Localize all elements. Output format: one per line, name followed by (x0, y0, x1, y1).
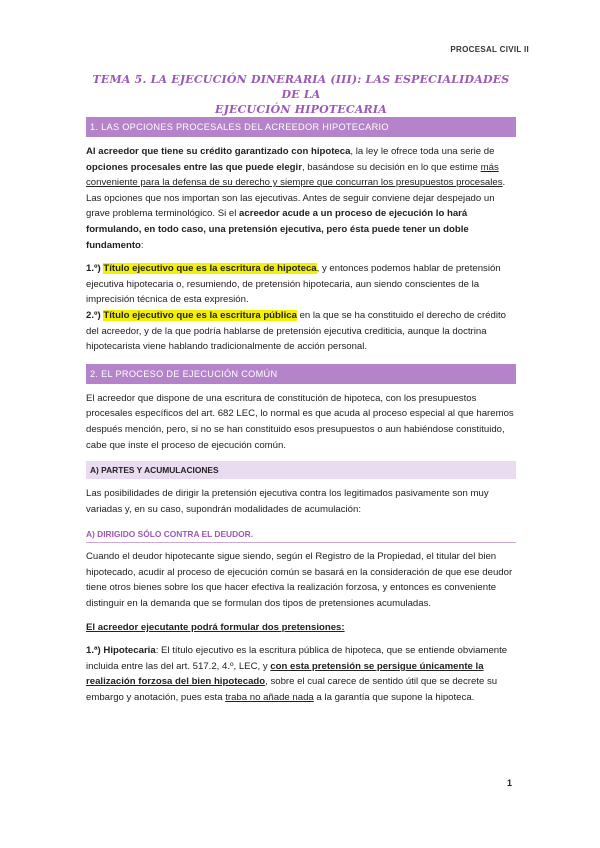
s1-p1-bold-c: opciones procesales entre las que puede elegir (86, 161, 302, 173)
p5-underline-b: con esta pretensión se persigue únicamente la realización forzosa del bien hipotecado (86, 660, 484, 688)
option-2-text: en la que se ha constituido el derecho de crédito del acreedor, y de la que podría hablarse de pretensión ejecutiva crediticia, aunque la doctrina hipotecarista viene hablando tradicionalmente de acción personal. (86, 309, 506, 353)
s1-p1-text-f: . Las opciones que nos importan son las ejecutivas. Antes de seguir conviene dejar despejado un grave problema terminológico. Si el (86, 177, 506, 220)
section-2-heading: 2. EL PROCESO DE EJECUCIÓN COMÚN (86, 364, 516, 384)
document-body (86, 117, 516, 714)
section-1-option-1 (86, 261, 516, 308)
page-number: 1 (506, 778, 512, 789)
p5-underline-d: traba no añade nada (225, 692, 314, 704)
subsection-a-paragraph: Las posibilidades de dirigir la pretensión ejecutiva contra los legitimados pasivamente son muy variadas y, en su caso, supondrán modalidades de acumulación: (86, 488, 489, 515)
p5-bold: Hipotecaria (103, 645, 156, 657)
two-pretensions-heading: El acreedor ejecutante podrá formular dos pretensiones: (86, 621, 345, 633)
subsubsection-paragraph: Cuando el deudor hipotecante sigue siendo, según el Registro de la Propiedad, el titular del bien hipotecado, acudir al proceso de ejecución común se basará en la consideración de que ese deudor tiene otros bienes sobre los que hacer efectiva la realización forzosa, y entonces es conveniente distinguir en la demanda que se formulan dos tipos de pretensiones acumuladas. (86, 551, 513, 610)
section-2-paragraph-1: El acreedor que dispone de una escritura de constitución de hipoteca, con los presupuestos procesales específicos del art. 682 LEC, lo normal es que acuda al proceso especial al que haremos después mención, pero, si no se han constituido esos presupuestos o aun habiéndose constituido, cabe que inste el proceso de ejecución común. (86, 392, 514, 451)
course-header: PROCESAL CIVIL II (450, 45, 529, 54)
s1-p1-text-d: , basándose su decisión en lo que estime (301, 161, 481, 173)
section-1-option-2 (86, 308, 516, 355)
title-line-2: EJECUCIÓN HIPOTECARIA (215, 103, 387, 116)
section-1-heading: 1. LAS OPCIONES PROCESALES DEL ACREEDOR HIPOTECARIO (86, 117, 516, 137)
p5-text-e: a la garantía que supone la hipoteca. (313, 692, 475, 704)
option-1-highlight: Título ejecutivo que es la escritura de hipoteca (103, 263, 317, 275)
option-2-highlight: Título ejecutivo que es la escritura pública (103, 309, 297, 321)
option-1-number: 1.º) (86, 263, 104, 275)
s1-p1-text-b: , la ley le ofrece toda una serie de (350, 146, 495, 157)
document-title (86, 72, 516, 117)
p5-number: 1.ª) (86, 645, 104, 657)
subsection-a-heading: A) PARTES Y ACUMULACIONES (86, 461, 516, 479)
option-1-text: , y entonces podemos hablar de pretensión ejecutiva hipotecaria o, resumiendo, de pretensión hipotecaria, aun siendo conscientes de la imprecisión técnica de esta expresión. (86, 263, 501, 306)
subsubsection-heading: A) DIRIGIDO SÓLO CONTRA EL DEUDOR. (86, 525, 516, 543)
s1-p1-bold-g: acreedor acude a un proceso de ejecución lo hará formulando, en todo caso, una pretensión ejecutiva, pero ésta puede tener un doble fundamento (86, 208, 469, 251)
p5-text-c: , sobre el cual carece de sentido útil que se decrete su embargo y anotación, pues esta (86, 676, 498, 704)
title-line-1: TEMA 5. LA EJECUCIÓN DINERARIA (III): LAS ESPECIALIDADES DE LA (92, 73, 510, 101)
p5-text-a: : El título ejecutivo es la escritura pública de hipoteca, que se entiende obviamente incluida entre las del art. 517.2, 4.º, LEC, y (86, 645, 508, 672)
s1-p1-text-h: : (140, 239, 144, 251)
section-1-paragraph-1 (86, 144, 516, 253)
s1-p1-bold-a: Al acreedor que tiene su crédito garantizado con hipoteca (86, 146, 351, 157)
s1-p1-underline-e: más conveniente para la defensa de su derecho y siempre que concurran los presupuestos procesales (86, 161, 503, 189)
first-pretension-paragraph (86, 643, 516, 705)
option-2-number: 2.º) (86, 309, 104, 321)
